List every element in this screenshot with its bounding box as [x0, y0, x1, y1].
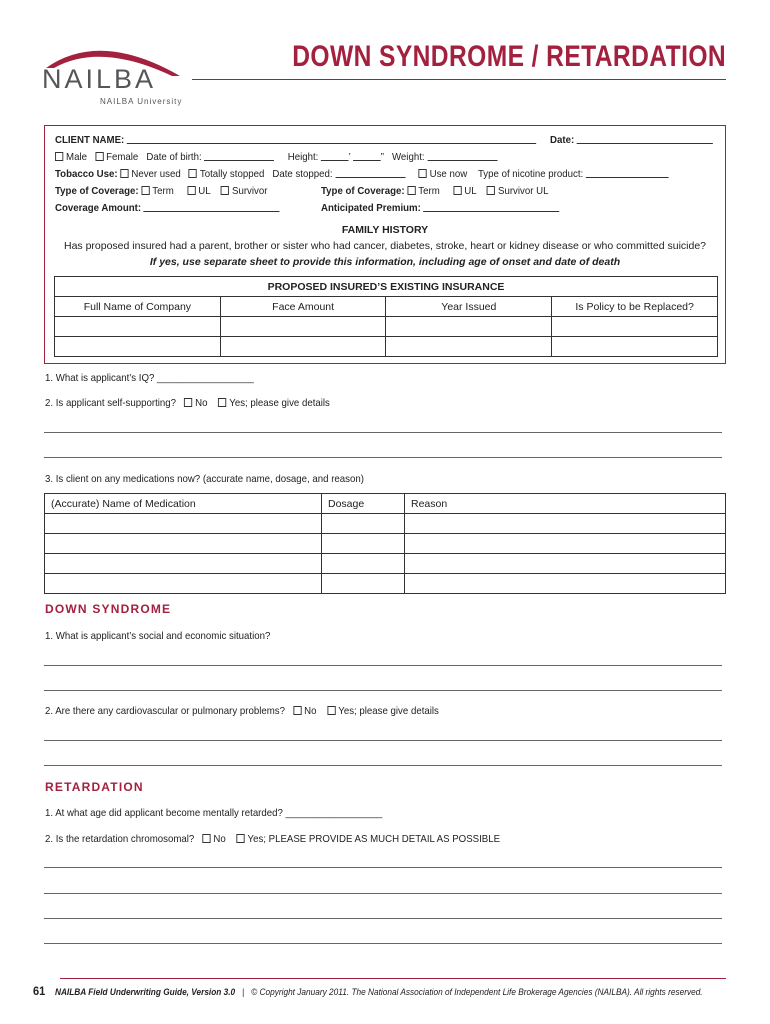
page-number: 61 — [33, 984, 46, 998]
table-cell[interactable] — [45, 554, 322, 574]
col-company: Full Name of Company — [55, 297, 221, 317]
never-used-checkbox[interactable] — [120, 169, 128, 178]
table-cell[interactable] — [552, 337, 718, 357]
term-checkbox[interactable] — [141, 186, 149, 195]
table-cell[interactable] — [55, 337, 221, 357]
dob-label: Date of birth: — [146, 151, 202, 163]
term-label: Term — [152, 185, 174, 197]
answer-line[interactable] — [44, 893, 722, 894]
table-row — [45, 514, 726, 534]
table-cell[interactable] — [55, 317, 221, 337]
survivor-ul-label: Survivor UL — [498, 185, 549, 197]
ul-checkbox[interactable] — [187, 186, 195, 195]
weight-label: Weight: — [391, 151, 425, 163]
table-row — [45, 554, 726, 574]
ul-checkbox-2[interactable] — [453, 186, 461, 195]
footer-divider — [60, 978, 726, 979]
down-syndrome-heading: DOWN SYNDROME — [45, 602, 172, 616]
table-cell[interactable] — [322, 574, 405, 594]
use-now-label: Use now — [429, 168, 468, 180]
table-cell[interactable] — [45, 514, 322, 534]
male-checkbox[interactable] — [55, 152, 63, 161]
table-row — [55, 337, 718, 357]
inches-mark: ” — [380, 151, 384, 163]
self-supporting-no-checkbox[interactable] — [184, 398, 192, 407]
height-feet-field[interactable] — [321, 152, 349, 161]
yes-label: Yes; please give details — [229, 397, 330, 409]
yes-label: Yes; PLEASE PROVIDE AS MUCH DETAIL AS POSSIBLE — [247, 833, 501, 845]
chromosomal-yes-checkbox[interactable] — [236, 834, 244, 843]
client-name-label: CLIENT NAME: — [55, 134, 125, 146]
table-row — [45, 534, 726, 554]
no-label: No — [213, 833, 226, 845]
family-history-instruction: If yes, use separate sheet to provide this information, including age of onset and date of death — [149, 256, 621, 268]
table-cell[interactable] — [322, 534, 405, 554]
answer-line[interactable] — [44, 740, 722, 741]
coverage-type-label-2: Type of Coverage: — [321, 185, 405, 197]
weight-field[interactable] — [427, 152, 497, 161]
tobacco-label: Tobacco Use: — [55, 168, 118, 180]
medications-question: 3. Is client on any medications now? (accurate name, dosage, and reason) — [45, 473, 364, 485]
dob-field[interactable] — [204, 152, 274, 161]
cardio-yes-checkbox[interactable] — [327, 706, 335, 715]
date-stopped-field[interactable] — [335, 169, 405, 178]
table-row — [45, 574, 726, 594]
answer-line[interactable] — [44, 765, 722, 766]
iq-question: 1. What is applicant’s IQ? __________________ — [45, 372, 254, 384]
chromosomal-label: 2. Is the retardation chromosomal? — [45, 833, 195, 845]
answer-line[interactable] — [44, 867, 722, 868]
no-label: No — [195, 397, 208, 409]
answer-line[interactable] — [44, 690, 722, 691]
page-title: DOWN SYNDROME / RETARDATION — [292, 40, 726, 73]
nailba-logo — [40, 38, 190, 108]
date-stopped-label: Date stopped: — [272, 168, 333, 180]
answer-line[interactable] — [44, 457, 722, 458]
logo-text: NAILBA — [42, 64, 157, 94]
answer-line[interactable] — [44, 918, 722, 919]
table-cell[interactable] — [386, 337, 552, 357]
table-cell[interactable] — [322, 514, 405, 534]
footer — [33, 984, 703, 998]
survivor-checkbox[interactable] — [221, 186, 229, 195]
nicotine-field[interactable] — [586, 169, 669, 178]
answer-line[interactable] — [44, 943, 722, 944]
existing-insurance-table — [54, 276, 718, 357]
medications-table — [44, 493, 726, 594]
date-label: Date: — [550, 134, 575, 146]
retardation-heading: RETARDATION — [45, 780, 144, 794]
table-cell[interactable] — [552, 317, 718, 337]
logo-subtext: NAILBA University — [100, 97, 183, 106]
answer-line[interactable] — [44, 432, 722, 433]
col-dosage: Dosage — [322, 494, 405, 514]
answer-line[interactable] — [44, 665, 722, 666]
date-field[interactable] — [577, 135, 713, 144]
coverage-amount-field[interactable] — [144, 203, 280, 212]
nicotine-label: Type of nicotine product: — [477, 168, 584, 180]
no-label: No — [304, 705, 317, 717]
anticipated-premium-field[interactable] — [424, 203, 560, 212]
existing-insurance-title: PROPOSED INSURED’S EXISTING INSURANCE — [55, 277, 718, 297]
self-supporting-label: 2. Is applicant self-supporting? — [45, 397, 177, 409]
table-cell[interactable] — [405, 534, 726, 554]
table-cell[interactable] — [322, 554, 405, 574]
guide-title: NAILBA Field Underwriting Guide, Version 3.0 — [54, 987, 236, 997]
table-cell[interactable] — [45, 574, 322, 594]
self-supporting-yes-checkbox[interactable] — [218, 398, 226, 407]
col-replaced: Is Policy to be Replaced? — [552, 297, 718, 317]
totally-stopped-label: Totally stopped — [199, 168, 265, 180]
copyright: © Copyright January 2011. The National Association of Independent Life Brokerage Agencies (NAILBA). All rights reserved. — [251, 987, 703, 997]
coverage-amount-label: Coverage Amount: — [55, 202, 142, 214]
client-name-field[interactable] — [127, 135, 536, 144]
self-supporting-question — [45, 397, 330, 409]
table-cell[interactable] — [405, 554, 726, 574]
anticipated-premium-label: Anticipated Premium: — [321, 202, 421, 214]
feet-mark: ’ — [348, 151, 351, 163]
age-question: 1. At what age did applicant become mentally retarded? __________________ — [45, 807, 383, 819]
use-now-checkbox[interactable] — [419, 169, 427, 178]
ul-label-2: UL — [464, 185, 477, 197]
table-cell[interactable] — [45, 534, 322, 554]
client-info-box — [44, 125, 726, 364]
height-inches-field[interactable] — [353, 152, 381, 161]
chromosomal-no-checkbox[interactable] — [202, 834, 210, 843]
term-checkbox-2[interactable] — [407, 186, 415, 195]
chromosomal-question — [45, 833, 500, 845]
table-cell[interactable] — [405, 574, 726, 594]
totally-stopped-checkbox[interactable] — [189, 169, 197, 178]
table-cell[interactable] — [386, 317, 552, 337]
col-medication-name: (Accurate) Name of Medication — [45, 494, 322, 514]
col-face-amount: Face Amount — [220, 297, 386, 317]
footer-separator: | — [242, 987, 245, 997]
survivor-ul-checkbox[interactable] — [487, 186, 495, 195]
table-cell[interactable] — [220, 317, 386, 337]
term-label-2: Term — [418, 185, 440, 197]
height-label: Height: — [287, 151, 319, 163]
cardio-question — [45, 705, 439, 717]
never-used-label: Never used — [131, 168, 181, 180]
male-label: Male — [66, 151, 87, 163]
cardio-label: 2. Are there any cardiovascular or pulmonary problems? — [45, 705, 286, 717]
social-economic-question: 1. What is applicant’s social and economic situation? — [45, 630, 271, 642]
col-reason: Reason — [405, 494, 726, 514]
table-cell[interactable] — [220, 337, 386, 357]
col-year-issued: Year Issued — [386, 297, 552, 317]
survivor-label: Survivor — [232, 185, 268, 197]
table-row — [55, 317, 718, 337]
family-history-question: Has proposed insured had a parent, brother or sister who had cancer, diabetes, stroke, heart or kidney disease or who committed suicide? — [63, 240, 707, 252]
title-divider — [192, 79, 726, 80]
yes-label: Yes; please give details — [338, 705, 439, 717]
female-checkbox[interactable] — [95, 152, 103, 161]
table-cell[interactable] — [405, 514, 726, 534]
female-label: Female — [106, 151, 139, 163]
family-history-heading: FAMILY HISTORY — [341, 224, 429, 236]
cardio-no-checkbox[interactable] — [293, 706, 301, 715]
ul-label: UL — [198, 185, 211, 197]
coverage-type-label: Type of Coverage: — [55, 185, 139, 197]
